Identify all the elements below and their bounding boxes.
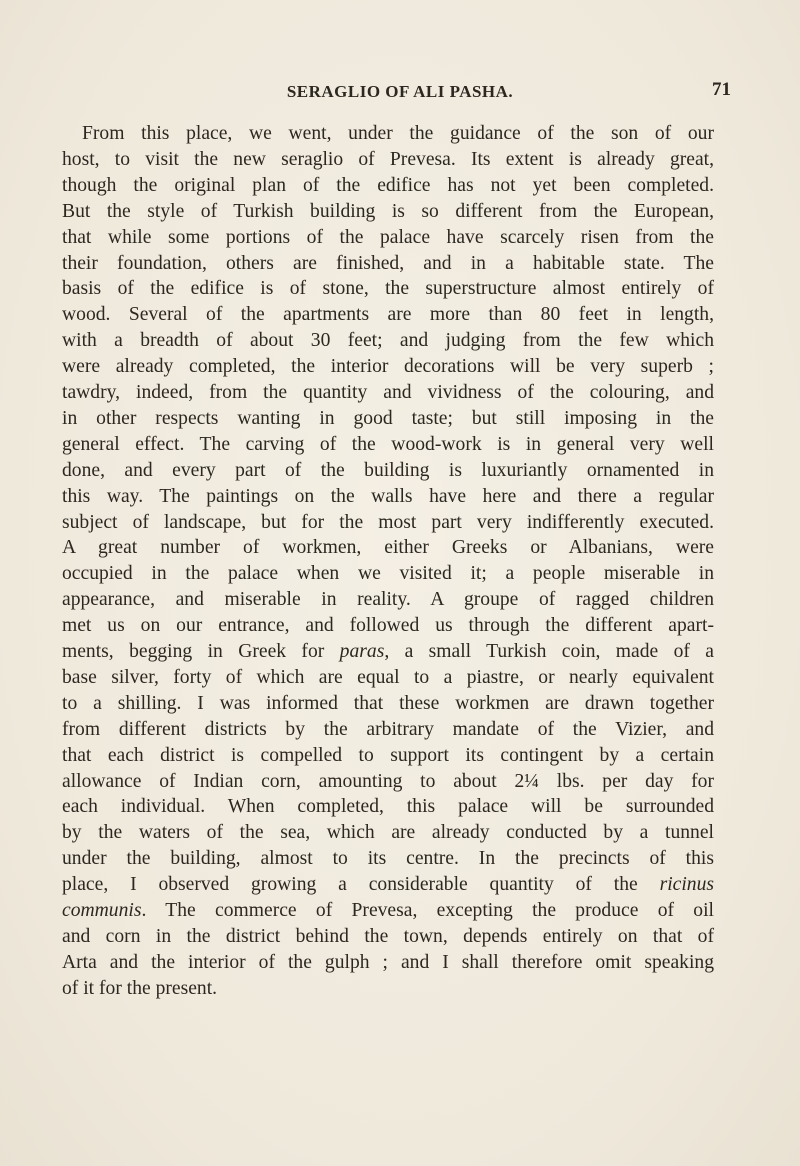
text-line: appearance, and miserable in reality. A groupe of ragged children (62, 589, 714, 611)
text-line: basis of the edifice is of stone, the superstructure almost entirely of (62, 278, 714, 300)
page-number: 71 (712, 79, 731, 100)
text-line: base silver, forty of which are equal to a piastre, or nearly equivalent (62, 666, 714, 688)
text-line: under the building, almost to its centre. In the precincts of this (62, 848, 714, 870)
text-line: Arta and the interior of the gulph ; and I shall therefore omit speaking (62, 951, 714, 973)
text-line: place, I observed growing a considerable quantity of the ricinus (62, 874, 714, 896)
text-line: occupied in the palace when we visited it; a people miserable in (62, 563, 714, 585)
text-line: of it for the present. (62, 977, 218, 999)
text-line: tawdry, indeed, from the quantity and vividness of the colouring, and (62, 382, 714, 403)
text-line: subject of landscape, but for the most part very indifferently executed. (62, 511, 714, 533)
text-line: that while some portions of the palace have scarcely risen from the (62, 226, 714, 248)
text-line: done, and every part of the building is luxuriantly ornamented in (62, 459, 714, 481)
text-line: though the original plan of the edifice has not yet been completed. (62, 174, 714, 196)
text-line: each individual. When completed, this palace will be surrounded (62, 796, 714, 818)
text-line: host, to visit the new seraglio of Prevesa. Its extent is already great, (62, 148, 714, 170)
text-line: ments, begging in Greek for paras, a small Turkish coin, made of a (62, 641, 714, 662)
text-line: allowance of Indian corn, amounting to about 2¼ lbs. per day for (62, 770, 714, 792)
text-line: But the style of Turkish building is so different from the European, (62, 200, 714, 222)
text-line: in other respects wanting in good taste; but still imposing in the (62, 407, 714, 429)
text-line: communis. The commerce of Prevesa, excepting the produce of oil (62, 900, 714, 921)
text-line: wood. Several of the apartments are more than 80 feet in length, (62, 304, 714, 326)
text-line: general effect. The carving of the wood-work is in general very well (62, 433, 714, 455)
text-line: From this place, we went, under the guidance of the son of our (82, 123, 714, 144)
running-title: SERAGLIO OF ALI PASHA. (286, 82, 514, 101)
text-line: to a shilling. I was informed that these workmen are drawn together (62, 692, 714, 714)
text-line: that each district is compelled to support its contingent by a certain (62, 744, 714, 766)
text-line: met us on our entrance, and followed us through the different apart- (62, 615, 714, 637)
text-line: and corn in the district behind the town, depends entirely on that of (62, 925, 714, 947)
text-line: with a breadth of about 30 feet; and judging from the few which (62, 330, 714, 352)
text-line: this way. The paintings on the walls have here and there a regular (62, 485, 714, 507)
text-line: their foundation, others are finished, and in a habitable state. The (62, 252, 714, 274)
text-line: from different districts by the arbitrary mandate of the Vizier, and (62, 718, 714, 740)
text-line: A great number of workmen, either Greeks or Albanians, were (62, 537, 714, 559)
text-line: were already completed, the interior decorations will be very superb ; (62, 356, 714, 378)
text-line: by the waters of the sea, which are already conducted by a tunnel (62, 822, 714, 844)
